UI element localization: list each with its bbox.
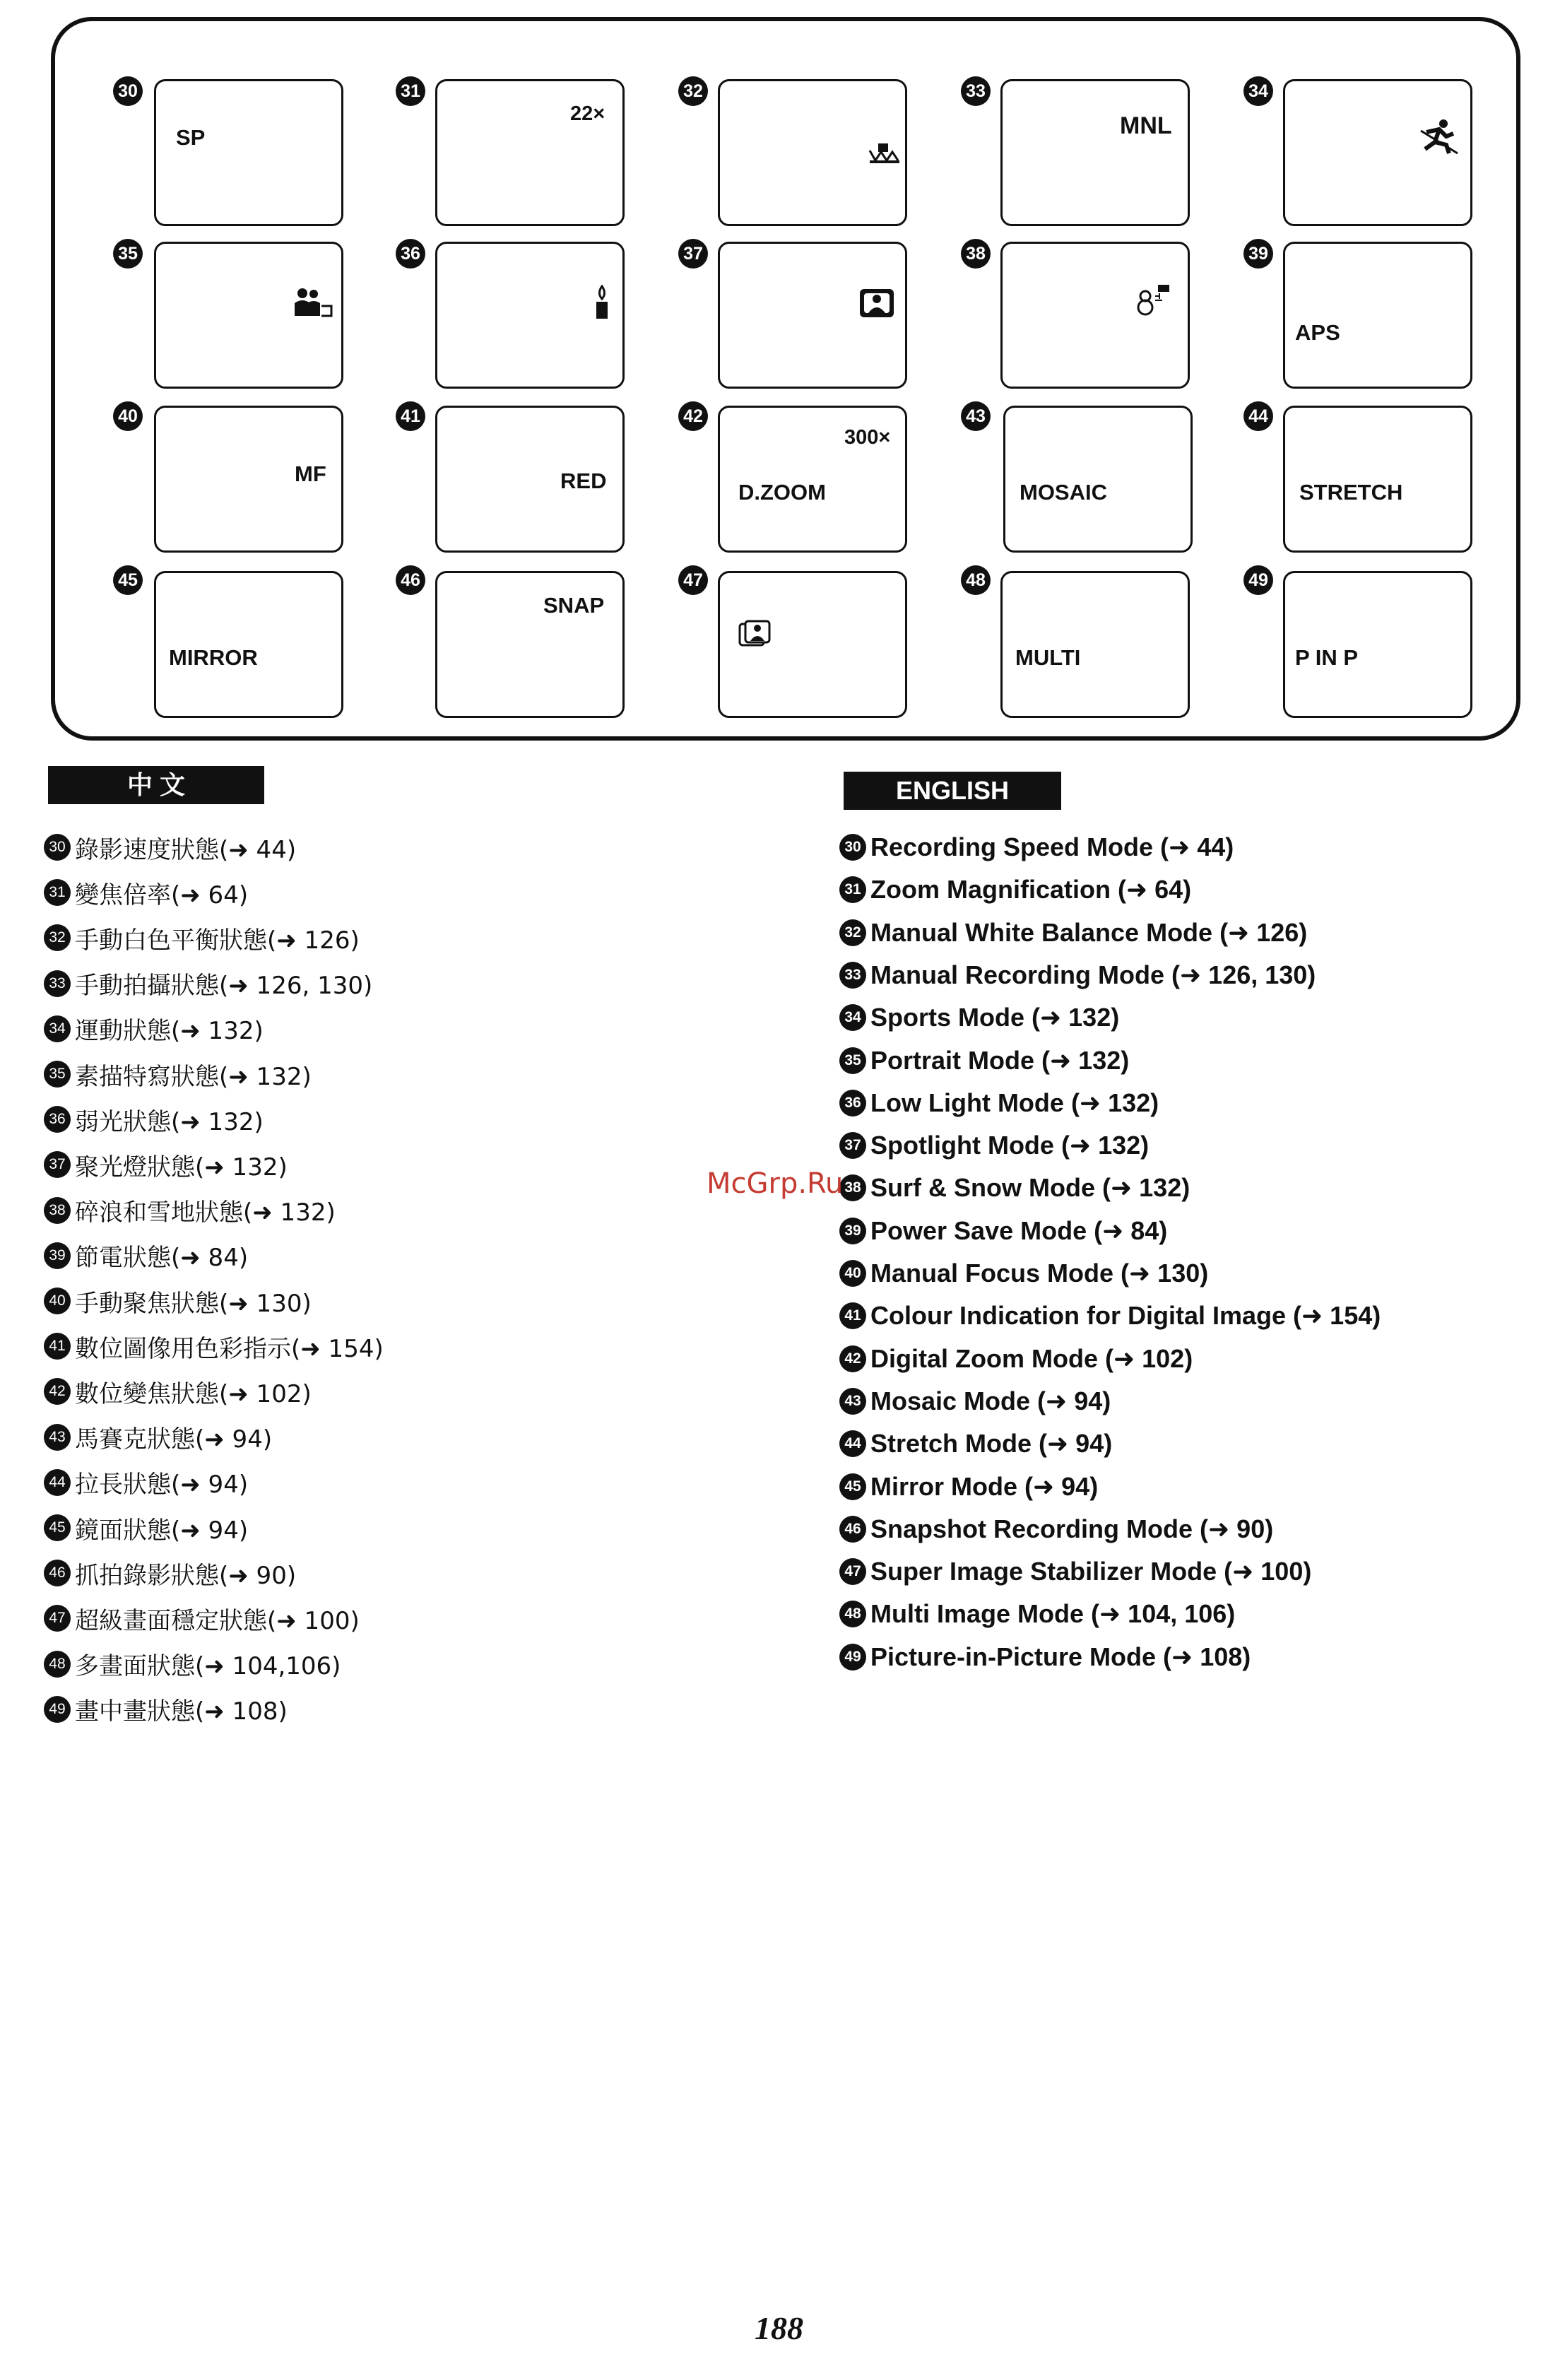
list-item-text: 數位變焦狀態(➜ 102) <box>75 1379 312 1408</box>
page-number: 188 <box>755 2310 803 2346</box>
candle-icon <box>594 285 610 320</box>
badge-33: 33 <box>961 76 991 106</box>
list-item <box>44 1147 288 1182</box>
badge-34: 34 <box>1243 76 1273 106</box>
number-badge: 43 <box>44 1424 71 1451</box>
screen-text-red: RED <box>560 469 607 493</box>
badge-44: 44 <box>1243 401 1273 431</box>
list-item-text: 手動聚焦狀態(➜ 130) <box>75 1289 312 1318</box>
list-item <box>44 1374 312 1409</box>
list-item-text: Low Light Mode (➜ 132) <box>870 1088 1159 1117</box>
number-badge: 44 <box>44 1469 71 1496</box>
list-item-text: Manual Focus Mode (➜ 130) <box>870 1259 1209 1288</box>
number-badge: 45 <box>839 1473 866 1500</box>
list-item-text: Manual White Balance Mode (➜ 126) <box>870 917 1308 947</box>
spotlight-icon <box>858 288 895 319</box>
number-badge: 35 <box>44 1061 71 1088</box>
number-badge: 48 <box>44 1651 71 1678</box>
number-badge: 36 <box>44 1106 71 1133</box>
list-item <box>44 1692 288 1727</box>
list-item <box>839 1341 1193 1377</box>
list-item <box>44 875 248 910</box>
screen-43 <box>1003 406 1193 553</box>
list-item-text: Snapshot Recording Mode (➜ 90) <box>870 1514 1274 1543</box>
list-item-text: 手動拍攝狀態(➜ 126, 130) <box>75 972 373 1001</box>
list-item <box>839 1170 1190 1206</box>
list-item <box>44 1329 384 1364</box>
number-badge: 30 <box>839 834 866 861</box>
list-item-text: Super Image Stabilizer Mode (➜ 100) <box>870 1557 1312 1586</box>
number-badge: 33 <box>44 970 71 997</box>
list-item-text: 拉長狀態(➜ 94) <box>75 1471 249 1500</box>
list-item <box>839 1298 1381 1333</box>
badge-49: 49 <box>1243 565 1273 595</box>
sports-runner-icon <box>1418 118 1460 155</box>
list-item-text: 聚光燈狀態(➜ 132) <box>75 1153 288 1182</box>
screen-text-zoom-300: 300× <box>844 426 891 449</box>
white-balance-icon <box>868 142 902 165</box>
screen-40 <box>154 406 343 553</box>
list-item-text: Sports Mode (➜ 132) <box>870 1003 1120 1032</box>
screen-text-snap: SNAP <box>543 593 605 618</box>
list-item <box>839 1554 1311 1589</box>
list-item-text: 碎浪和雪地狀態(➜ 132) <box>75 1198 336 1227</box>
list-item <box>44 830 296 865</box>
list-item <box>44 1193 336 1228</box>
list-item-text: 馬賽克狀態(➜ 94) <box>75 1425 273 1454</box>
list-item <box>839 958 1316 993</box>
screen-text-mnl: MNL <box>1120 112 1172 139</box>
badge-38: 38 <box>961 239 991 269</box>
list-item <box>839 1085 1159 1121</box>
screen-41 <box>435 406 625 553</box>
badge-48: 48 <box>961 565 991 595</box>
badge-40: 40 <box>113 401 143 431</box>
badge-36: 36 <box>396 239 425 269</box>
list-item-text: Spotlight Mode (➜ 132) <box>870 1131 1150 1160</box>
list-item-text: 素描特寫狀態(➜ 132) <box>75 1062 312 1091</box>
screen-text-mosaic: MOSAIC <box>1020 480 1107 505</box>
screen-38 <box>1000 242 1190 389</box>
screen-text-sp: SP <box>176 125 206 150</box>
list-item-text: 抓拍錄影狀態(➜ 90) <box>75 1561 297 1590</box>
list-item <box>839 1043 1129 1078</box>
screen-text-multi: MULTI <box>1015 645 1081 670</box>
screen-text-aps: APS <box>1295 320 1340 345</box>
list-item-text: 錄影速度狀態(➜ 44) <box>75 835 297 864</box>
number-badge: 31 <box>839 876 866 903</box>
badge-43: 43 <box>961 401 991 431</box>
number-badge: 46 <box>44 1560 71 1586</box>
list-item <box>44 1555 296 1591</box>
screen-36 <box>435 242 625 389</box>
number-badge: 37 <box>44 1151 71 1178</box>
list-item-text: 鏡面狀態(➜ 94) <box>75 1516 249 1545</box>
list-item <box>839 830 1234 865</box>
number-badge: 47 <box>839 1558 866 1585</box>
screen-47 <box>718 571 907 718</box>
stabilizer-icon <box>738 620 771 648</box>
number-badge: 41 <box>839 1302 866 1329</box>
list-item-text: Recording Speed Mode (➜ 44) <box>870 832 1234 861</box>
badge-39: 39 <box>1243 239 1273 269</box>
list-item <box>839 1596 1235 1632</box>
screen-37 <box>718 242 907 389</box>
screen-34 <box>1283 79 1472 226</box>
list-item <box>44 1056 312 1092</box>
number-badge: 42 <box>839 1345 866 1372</box>
list-item-text: Digital Zoom Mode (➜ 102) <box>870 1343 1193 1373</box>
list-item <box>839 1384 1111 1419</box>
badge-32: 32 <box>678 76 708 106</box>
list-item <box>839 1128 1149 1163</box>
list-item-text: Portrait Mode (➜ 132) <box>870 1045 1130 1075</box>
list-item <box>839 915 1307 950</box>
english-header: ENGLISH <box>844 772 1061 810</box>
number-badge: 34 <box>839 1004 866 1031</box>
badge-37: 37 <box>678 239 708 269</box>
list-item <box>839 1512 1273 1547</box>
list-item-text: Picture-in-Picture Mode (➜ 108) <box>870 1642 1251 1671</box>
snowman-icon <box>1134 283 1172 316</box>
screen-text-stretch: STRETCH <box>1299 480 1403 505</box>
number-badge: 37 <box>839 1132 866 1159</box>
screen-30 <box>154 79 343 226</box>
number-badge: 39 <box>839 1218 866 1244</box>
badge-35: 35 <box>113 239 143 269</box>
screen-text-dzoom: D.ZOOM <box>738 480 826 505</box>
number-badge: 49 <box>839 1644 866 1671</box>
badge-30: 30 <box>113 76 143 106</box>
list-item-text: 變焦倍率(➜ 64) <box>75 880 249 909</box>
list-item <box>44 966 372 1001</box>
screen-45 <box>154 571 343 718</box>
list-item-text: 節電狀態(➜ 84) <box>75 1244 249 1273</box>
list-item <box>44 1102 264 1137</box>
badge-41: 41 <box>396 401 425 431</box>
number-badge: 30 <box>44 834 71 861</box>
screen-39 <box>1283 242 1472 389</box>
screen-text-zoom: 22× <box>570 102 605 125</box>
number-badge: 43 <box>839 1388 866 1415</box>
list-item <box>44 1646 341 1682</box>
list-item <box>839 1639 1251 1675</box>
portrait-icon <box>295 288 334 319</box>
mode-display-figure <box>51 17 1520 741</box>
badge-31: 31 <box>396 76 425 106</box>
list-item-text: Stretch Mode (➜ 94) <box>870 1429 1113 1459</box>
list-item <box>44 1420 272 1455</box>
screen-text-mf: MF <box>295 461 326 486</box>
list-item <box>839 1256 1208 1291</box>
list-item <box>44 1510 248 1545</box>
number-badge: 46 <box>839 1516 866 1543</box>
number-badge: 40 <box>44 1288 71 1314</box>
number-badge: 35 <box>839 1047 866 1074</box>
number-badge: 33 <box>839 962 866 989</box>
number-badge: 47 <box>44 1605 71 1632</box>
list-item <box>839 872 1191 907</box>
list-item <box>44 1283 312 1319</box>
badge-46: 46 <box>396 565 425 595</box>
screen-31 <box>435 79 625 226</box>
list-item-text: Mosaic Mode (➜ 94) <box>870 1386 1111 1415</box>
list-item-text: Zoom Magnification (➜ 64) <box>870 875 1192 905</box>
list-item <box>839 1426 1112 1461</box>
number-badge: 40 <box>839 1260 866 1287</box>
watermark-text: McGrp.Ru <box>707 1167 844 1200</box>
list-item-text: 手動白色平衡狀態(➜ 126) <box>75 926 360 955</box>
list-item-text: 弱光狀態(➜ 132) <box>75 1107 264 1136</box>
list-item-text: Manual Recording Mode (➜ 126, 130) <box>870 960 1316 989</box>
screen-33 <box>1000 79 1190 226</box>
list-item <box>44 1601 360 1636</box>
list-item <box>839 1213 1167 1249</box>
number-badge: 38 <box>44 1197 71 1224</box>
screen-46 <box>435 571 625 718</box>
badge-42: 42 <box>678 401 708 431</box>
chinese-header: 中 文 <box>48 766 264 804</box>
number-badge: 31 <box>44 879 71 906</box>
screen-text-pinp: P IN P <box>1295 645 1359 670</box>
number-badge: 49 <box>44 1696 71 1723</box>
list-item-text: Multi Image Mode (➜ 104, 106) <box>870 1599 1236 1629</box>
screen-48 <box>1000 571 1190 718</box>
list-item-text: Mirror Mode (➜ 94) <box>870 1471 1099 1501</box>
screen-32 <box>718 79 907 226</box>
number-badge: 32 <box>839 919 866 946</box>
list-item-text: Colour Indication for Digital Image (➜ 154) <box>870 1301 1381 1331</box>
list-item-text: 超級畫面穩定狀態(➜ 100) <box>75 1606 360 1635</box>
number-badge: 41 <box>44 1333 71 1360</box>
list-item-text: 多畫面狀態(➜ 104,106) <box>75 1652 341 1681</box>
screen-44 <box>1283 406 1472 553</box>
number-badge: 34 <box>44 1015 71 1042</box>
screen-49 <box>1283 571 1472 718</box>
number-badge: 42 <box>44 1378 71 1405</box>
number-badge: 45 <box>44 1514 71 1541</box>
number-badge: 39 <box>44 1242 71 1269</box>
list-item <box>44 920 360 955</box>
list-item-text: 數位圖像用色彩指示(➜ 154) <box>75 1334 384 1363</box>
badge-45: 45 <box>113 565 143 595</box>
number-badge: 38 <box>839 1174 866 1201</box>
list-item-text: Power Save Mode (➜ 84) <box>870 1215 1168 1245</box>
list-item-text: Surf & Snow Mode (➜ 132) <box>870 1173 1190 1203</box>
number-badge: 48 <box>839 1601 866 1627</box>
badge-47: 47 <box>678 565 708 595</box>
list-item <box>839 1000 1119 1035</box>
list-item <box>44 1011 264 1047</box>
list-item <box>44 1465 248 1500</box>
list-item-text: 畫中畫狀態(➜ 108) <box>75 1697 288 1726</box>
list-item-text: 運動狀態(➜ 132) <box>75 1017 264 1046</box>
screen-text-mirror: MIRROR <box>169 645 258 670</box>
screen-35 <box>154 242 343 389</box>
number-badge: 32 <box>44 924 71 951</box>
number-badge: 44 <box>839 1430 866 1457</box>
list-item <box>839 1469 1098 1504</box>
list-item <box>44 1238 248 1273</box>
screen-42 <box>718 406 907 553</box>
number-badge: 36 <box>839 1090 866 1117</box>
